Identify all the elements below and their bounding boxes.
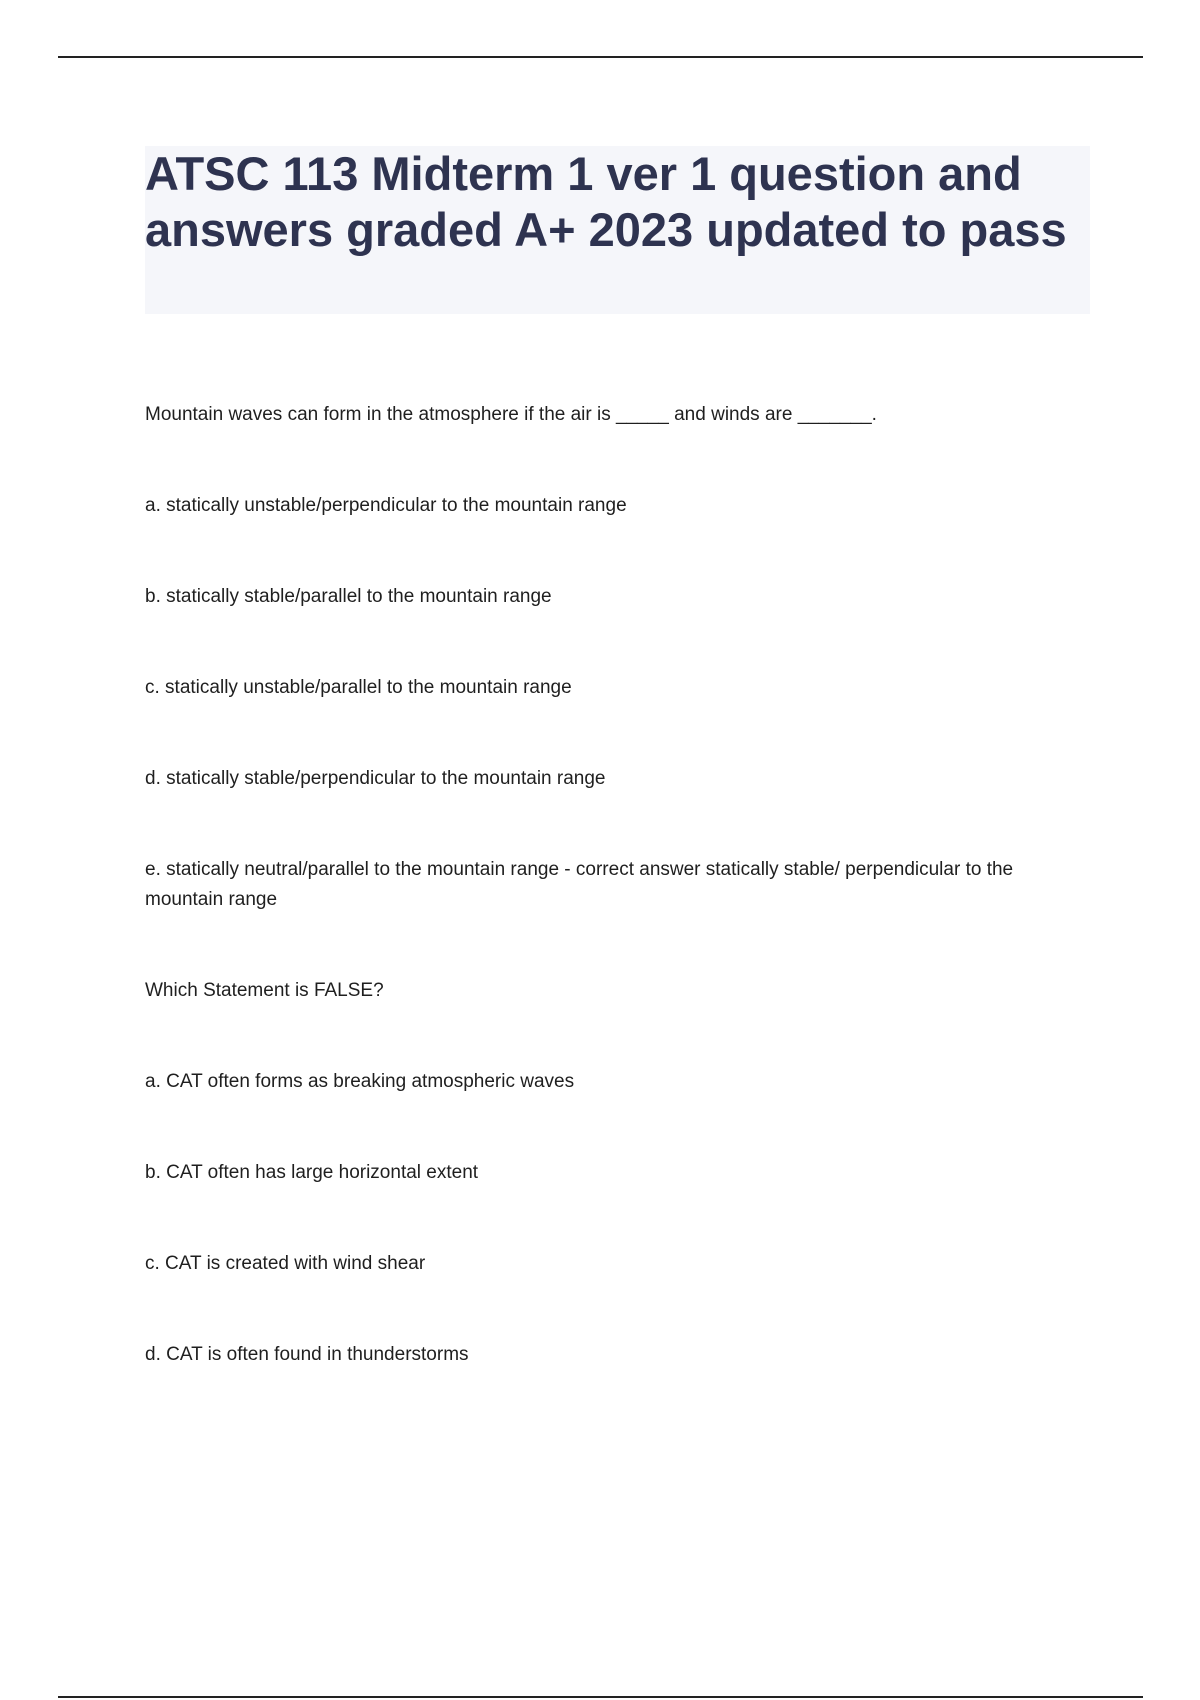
question-1-option-b: b. statically stable/parallel to the mountain range	[145, 586, 552, 607]
document-title: ATSC 113 Midterm 1 ver 1 question and answers graded A+ 2023 updated to pass	[145, 147, 1067, 256]
question-1: Mountain waves can form in the atmosphere if the air is _____ and winds are _______.	[145, 404, 877, 425]
question-1-option-a: a. statically unstable/perpendicular to the mountain range	[145, 495, 627, 516]
question-2: Which Statement is FALSE?	[145, 980, 384, 1001]
question-1-option-c: c. statically unstable/parallel to the mountain range	[145, 677, 572, 698]
question-1-option-e: e. statically neutral/parallel to the mountain range - correct answer statically stable/ perpendicular to the mountain range	[145, 859, 1014, 910]
question-2-option-d: d. CAT is often found in thunderstorms	[145, 1344, 469, 1365]
title-banner	[145, 146, 1090, 314]
question-1-option-d: d. statically stable/perpendicular to the mountain range	[145, 768, 606, 789]
question-2-option-a: a. CAT often forms as breaking atmospheric waves	[145, 1071, 575, 1092]
bottom-divider	[58, 1696, 1143, 1698]
top-divider	[58, 56, 1143, 58]
question-2-option-b: b. CAT often has large horizontal extent	[145, 1162, 479, 1183]
question-2-option-c: c. CAT is created with wind shear	[145, 1253, 426, 1274]
